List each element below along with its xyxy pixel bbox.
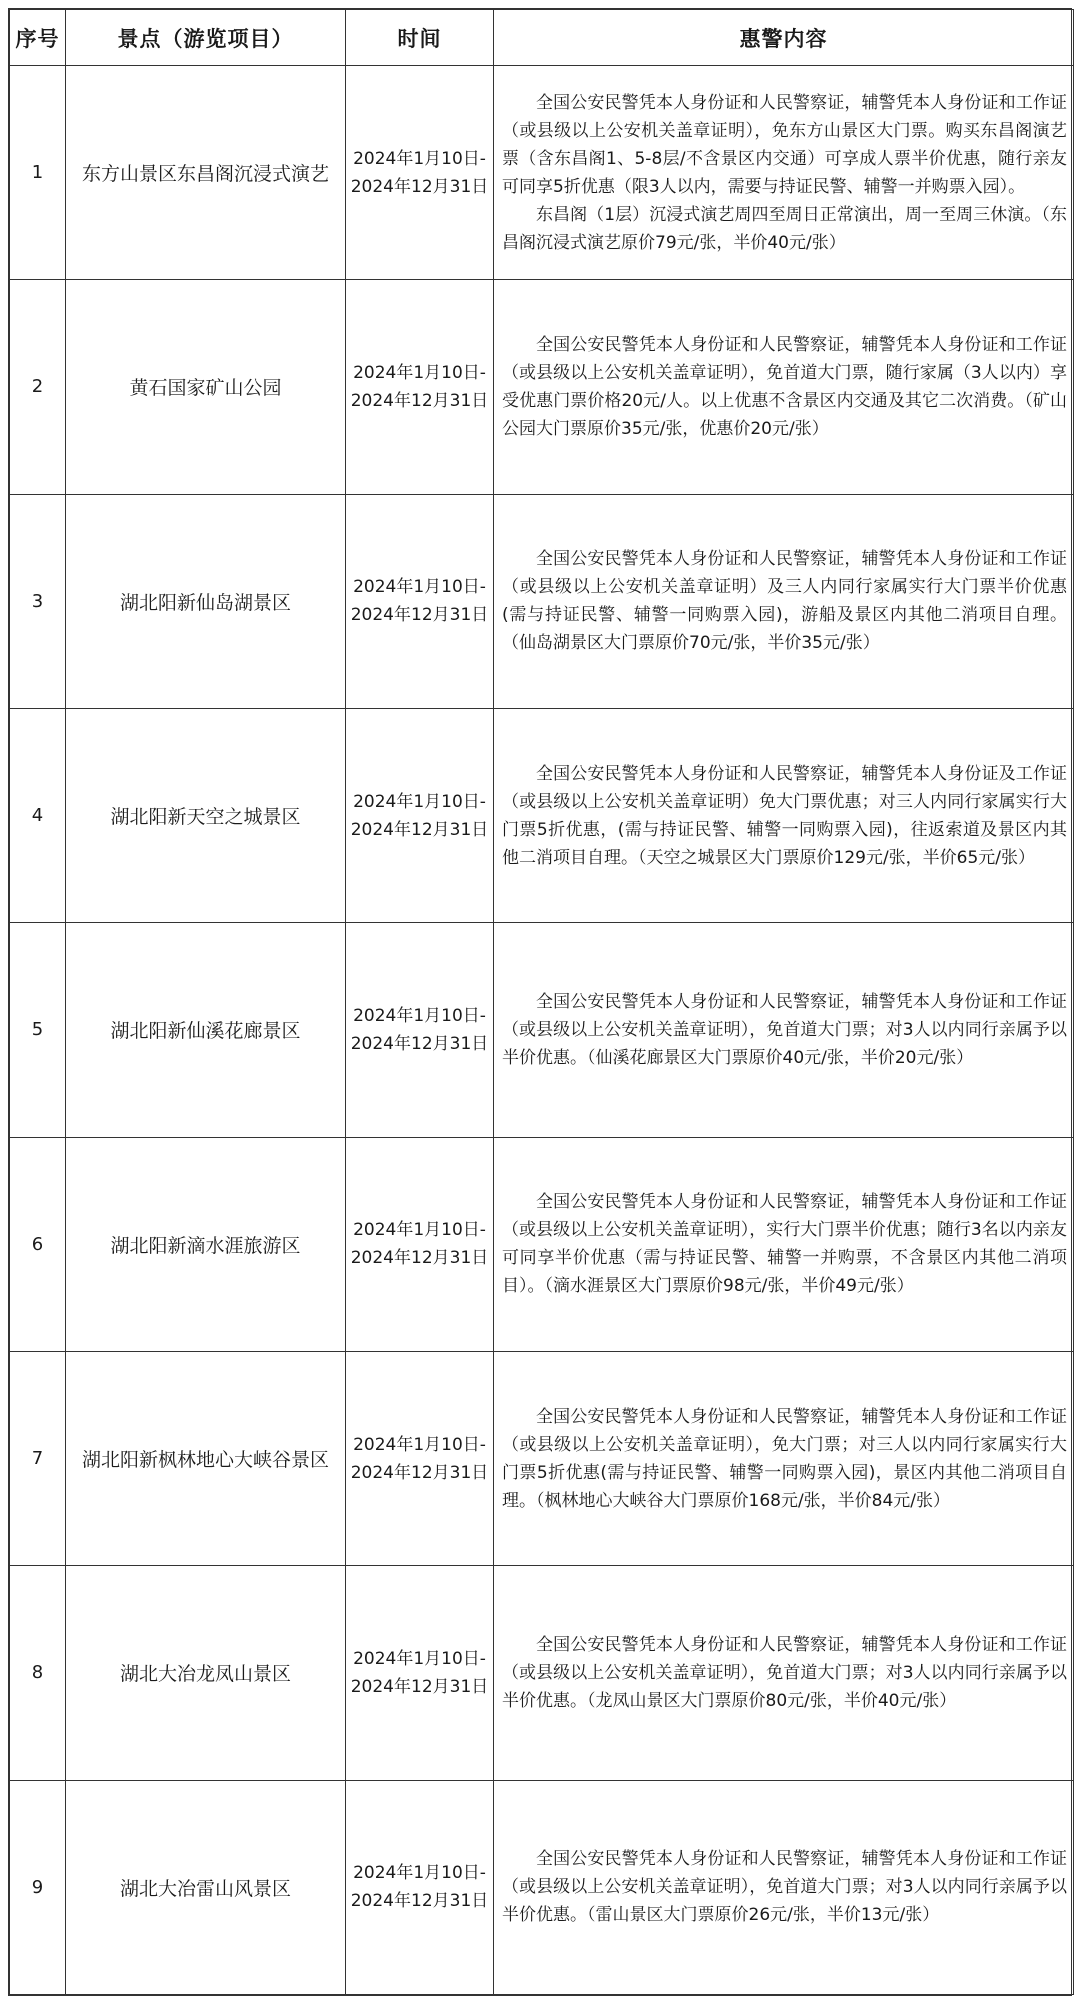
period-end: 2024年12月31日 xyxy=(350,176,489,197)
benefit-paragraph: 全国公安民警凭本人身份证和人民警察证，辅警凭本人身份证和工作证（或县级以上公安机关盖章证明），免首道大门票，随行家属（3人以内）享受优惠门票价格20元/人。以上优惠不含景区内交通及其它二次消费。（矿山公园大门票原价35元/张，优惠价20元/张） xyxy=(502,334,1067,439)
row-index: 5 xyxy=(10,923,66,1137)
row-index: 6 xyxy=(10,1137,66,1351)
validity-period xyxy=(346,923,494,1137)
table-row xyxy=(10,1351,1074,1565)
benefit-paragraph: 全国公安民警凭本人身份证和人民警察证，辅警凭本人身份证和工作证（或县级以上公安机关盖章证明），免首道大门票；对3人以内同行亲属予以半价优惠。（仙溪花廊景区大门票原价40元/张，半价20元/张） xyxy=(502,991,1067,1068)
validity-period xyxy=(346,1566,494,1780)
row-index: 2 xyxy=(10,280,66,494)
period-start: 2024年1月10日- xyxy=(353,1648,486,1669)
benefit-paragraph: 全国公安民警凭本人身份证和人民警察证，辅警凭本人身份证和工作证（或县级以上公安机关盖章证明），免东方山景区大门票。购买东昌阁演艺票（含东昌阁1、5-8层/不含景区内交通）可享成人票半价优惠，随行亲友可同享5折优惠（限3人以内，需要与持证民警、辅警一并购票入园）。 xyxy=(502,92,1067,197)
row-index: 4 xyxy=(10,708,66,922)
benefit-paragraph: 全国公安民警凭本人身份证和人民警察证，辅警凭本人身份证及工作证（或县级以上公安机关盖章证明）免大门票优惠；对三人内同行家属实行大门票5折优惠，(需与持证民警、辅警一同购票入园)，往返索道及景区内其他二消项目自理。（天空之城景区大门票原价129元/张，半价65元/张） xyxy=(502,763,1067,868)
table-row xyxy=(10,708,1074,922)
benefit-content xyxy=(494,1351,1074,1565)
header-index: 序号 xyxy=(10,10,66,66)
scenic-spot-name: 黄石国家矿山公园 xyxy=(66,280,346,494)
period-start: 2024年1月10日- xyxy=(353,1434,486,1455)
table-row xyxy=(10,923,1074,1137)
row-index: 7 xyxy=(10,1351,66,1565)
validity-period xyxy=(346,280,494,494)
header-scenic-spot: 景点（游览项目） xyxy=(66,10,346,66)
scenic-spot-name: 湖北阳新天空之城景区 xyxy=(66,708,346,922)
benefit-content xyxy=(494,494,1074,708)
benefit-paragraph: 全国公安民警凭本人身份证和人民警察证，辅警凭本人身份证和工作证（或县级以上公安机关盖章证明）及三人内同行家属实行大门票半价优惠(需与持证民警、辅警一同购票入园)，游船及景区内其他二消项目自理。（仙岛湖景区大门票原价70元/张，半价35元/张） xyxy=(502,549,1067,654)
period-start: 2024年1月10日- xyxy=(353,577,486,598)
benefit-content xyxy=(494,280,1074,494)
benefit-content xyxy=(494,708,1074,922)
period-end: 2024年12月31日 xyxy=(350,390,489,411)
period-start: 2024年1月10日- xyxy=(353,1005,486,1026)
scenic-spot-name: 湖北大冶雷山风景区 xyxy=(66,1780,346,1994)
table-header-row xyxy=(10,10,1074,66)
row-index: 9 xyxy=(10,1780,66,1994)
period-start: 2024年1月10日- xyxy=(353,1863,486,1884)
validity-period xyxy=(346,1780,494,1994)
period-start: 2024年1月10日- xyxy=(353,362,486,383)
period-start: 2024年1月10日- xyxy=(353,791,486,812)
table-row xyxy=(10,66,1074,280)
scenic-spot-name: 东方山景区东昌阁沉浸式演艺 xyxy=(66,66,346,280)
period-end: 2024年12月31日 xyxy=(350,1891,489,1912)
benefit-content xyxy=(494,923,1074,1137)
header-benefit-content: 惠警内容 xyxy=(494,10,1074,66)
validity-period xyxy=(346,1137,494,1351)
benefit-content xyxy=(494,1137,1074,1351)
validity-period xyxy=(346,708,494,922)
scenic-spot-name: 湖北阳新仙岛湖景区 xyxy=(66,494,346,708)
benefit-paragraph: 全国公安民警凭本人身份证和人民警察证，辅警凭本人身份证和工作证（或县级以上公安机关盖章证明），实行大门票半价优惠；随行3名以内亲友可同享半价优惠（需与持证民警、辅警一并购票，不含景区内其他二消项目）。（滴水涯景区大门票原价98元/张，半价49元/张） xyxy=(502,1192,1067,1297)
period-start: 2024年1月10日- xyxy=(353,148,486,169)
scenic-spot-name: 湖北大冶龙凤山景区 xyxy=(66,1566,346,1780)
police-discount-table xyxy=(9,9,1074,1995)
scenic-spot-name: 湖北阳新仙溪花廊景区 xyxy=(66,923,346,1137)
period-end: 2024年12月31日 xyxy=(350,1248,489,1269)
benefit-content xyxy=(494,66,1074,280)
benefit-paragraph: 全国公安民警凭本人身份证和人民警察证，辅警凭本人身份证和工作证（或县级以上公安机关盖章证明），免首道大门票；对3人以内同行亲属予以半价优惠。（雷山景区大门票原价26元/张，半价13元/张） xyxy=(502,1849,1067,1926)
row-index: 3 xyxy=(10,494,66,708)
discount-table-container xyxy=(8,8,1072,1996)
benefit-paragraph: 全国公安民警凭本人身份证和人民警察证，辅警凭本人身份证和工作证（或县级以上公安机关盖章证明），免大门票；对三人以内同行家属实行大门票5折优惠(需与持证民警、辅警一同购票入园)，景区内其他二消项目自理。（枫林地心大峡谷大门票原价168元/张，半价84元/张） xyxy=(502,1406,1067,1511)
row-index: 1 xyxy=(10,66,66,280)
validity-period xyxy=(346,66,494,280)
scenic-spot-name: 湖北阳新枫林地心大峡谷景区 xyxy=(66,1351,346,1565)
validity-period xyxy=(346,494,494,708)
benefit-content xyxy=(494,1566,1074,1780)
period-end: 2024年12月31日 xyxy=(350,1462,489,1483)
scenic-spot-name: 湖北阳新滴水涯旅游区 xyxy=(66,1137,346,1351)
period-end: 2024年12月31日 xyxy=(350,819,489,840)
row-index: 8 xyxy=(10,1566,66,1780)
table-row xyxy=(10,1566,1074,1780)
period-start: 2024年1月10日- xyxy=(353,1220,486,1241)
benefit-paragraph: 全国公安民警凭本人身份证和人民警察证，辅警凭本人身份证和工作证（或县级以上公安机关盖章证明），免首道大门票；对3人以内同行亲属予以半价优惠。（龙凤山景区大门票原价80元/张，半价40元/张） xyxy=(502,1634,1067,1711)
period-end: 2024年12月31日 xyxy=(350,1676,489,1697)
benefit-content xyxy=(494,1780,1074,1994)
validity-period xyxy=(346,1351,494,1565)
benefit-paragraph: 东昌阁（1层）沉浸式演艺周四至周日正常演出，周一至周三休演。（东昌阁沉浸式演艺原价79元/张，半价40元/张） xyxy=(502,204,1067,253)
header-time: 时间 xyxy=(346,10,494,66)
table-row xyxy=(10,1137,1074,1351)
table-row xyxy=(10,494,1074,708)
table-body xyxy=(10,66,1074,1995)
period-end: 2024年12月31日 xyxy=(350,1033,489,1054)
period-end: 2024年12月31日 xyxy=(350,605,489,626)
table-row xyxy=(10,280,1074,494)
table-row xyxy=(10,1780,1074,1994)
